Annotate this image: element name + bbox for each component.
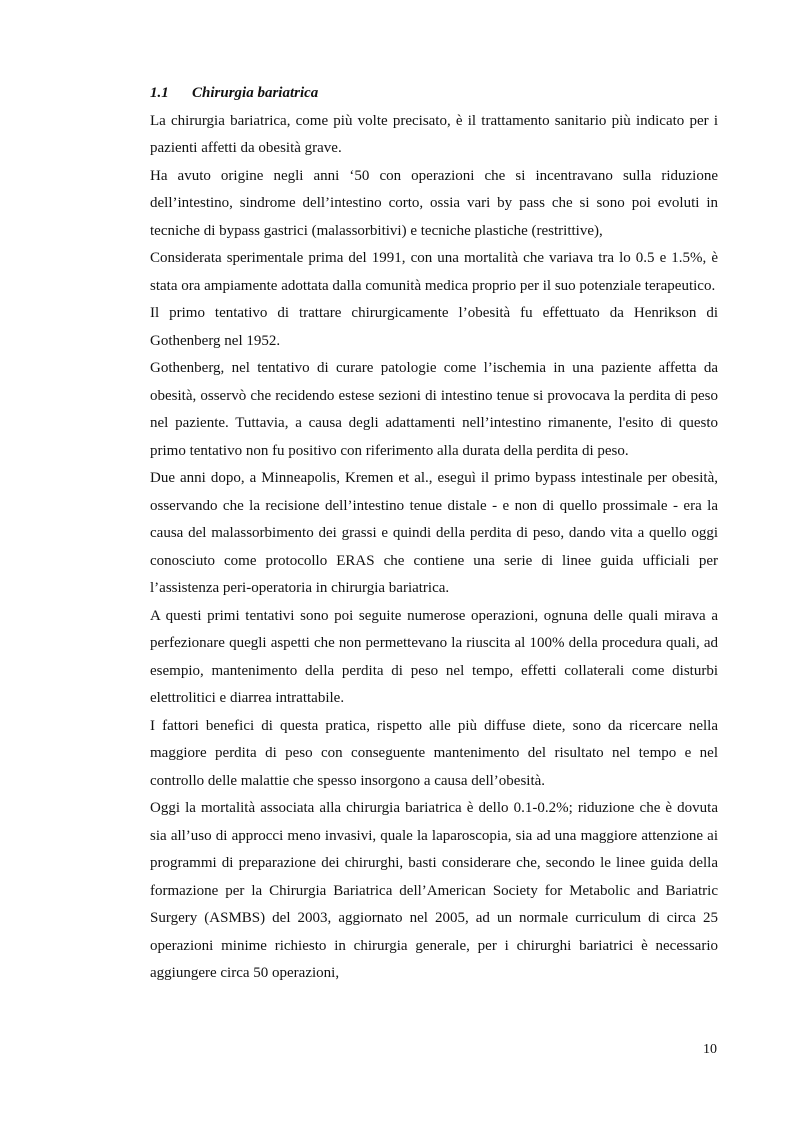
paragraph: Gothenberg, nel tentativo di curare patologie come l’ischemia in una paziente affetta da obesità, osservò che recidendo estese sezioni di intestino tenue si provocava la perdita di peso nel paziente. Tuttavia, a causa degli adattamenti nell’intestino rimanente, l'esito di questo primo tentativo non fu positivo con riferimento alla durata della perdita di peso. xyxy=(150,360,718,459)
paragraph: La chirurgia bariatrica, come più volte precisato, è il trattamento sanitario più indicato per i pazienti affetti da obesità grave. xyxy=(150,112,718,156)
paragraph: Oggi la mortalità associata alla chirurgia bariatrica è dello 0.1-0.2%; riduzione che è dovuta sia all’uso di approcci meno invasivi, quale la laparoscopia, sia ad una maggiore attenzione ai programmi di preparazione dei chirurghi, basti considerare che, secondo le linee guida della formazione per la Chirurgia Bariatrica dell’American Society for Metabolic and Bariatric Surgery (ASMBS) del 2003, aggiornato nel 2005, ad un normale curriculum di circa 25 operazioni minime richiesto in chirurgia generale, per i chirurghi bariatrici è necessario aggiungere circa 50 operazioni, xyxy=(150,800,718,981)
section-heading xyxy=(150,80,718,108)
section-title: Chirurgia bariatrica xyxy=(192,85,319,101)
paragraph: Il primo tentativo di trattare chirurgicamente l’obesità fu effettuato da Henrikson di Gothenberg nel 1952. xyxy=(150,305,718,349)
paragraph: I fattori benefici di questa pratica, rispetto alle più diffuse diete, sono da ricercare nella maggiore perdita di peso con conseguente mantenimento del risultato nel tempo e nel controllo delle malattie che spesso insorgono a causa dell’obesità. xyxy=(150,717,718,789)
page-content xyxy=(150,80,718,988)
paragraph: Ha avuto origine negli anni ‘50 con operazioni che si incentravano sulla riduzione dell’intestino, sindrome dell’intestino corto, ossia vari by pass che si sono poi evoluti in tecniche di bypass gastrici (malassorbitivi) e tecniche plastiche (restrittive), xyxy=(150,167,718,239)
page-number: 10 xyxy=(703,1042,717,1057)
paragraph: Due anni dopo, a Minneapolis, Kremen et al., eseguì il primo bypass intestinale per obesità, osservando che la recisione dell’intestino tenue distale - e non di quello prossimale - era la causa del malassorbimento dei grassi e quindi della perdita di peso, dando vita a quello oggi conosciuto come protocollo ERAS che contiene una serie di linee guida ufficiali per l’assistenza peri-operatoria in chirurgia bariatrica. xyxy=(150,470,718,596)
section-number: 1.1 xyxy=(150,85,169,101)
paragraph: Considerata sperimentale prima del 1991, con una mortalità che variava tra lo 0.5 e 1.5%, è stata ora ampiamente adottata dalla comunità medica proprio per il suo potenziale terapeutico. xyxy=(150,250,718,294)
paragraph: A questi primi tentativi sono poi seguite numerose operazioni, ognuna delle quali mirava a perfezionare quegli aspetti che non permettevano la riuscita al 100% della procedura quali, ad esempio, mantenimento della perdita di peso nel tempo, effetti collaterali come disturbi elettrolitici e diarrea intrattabile. xyxy=(150,607,718,706)
